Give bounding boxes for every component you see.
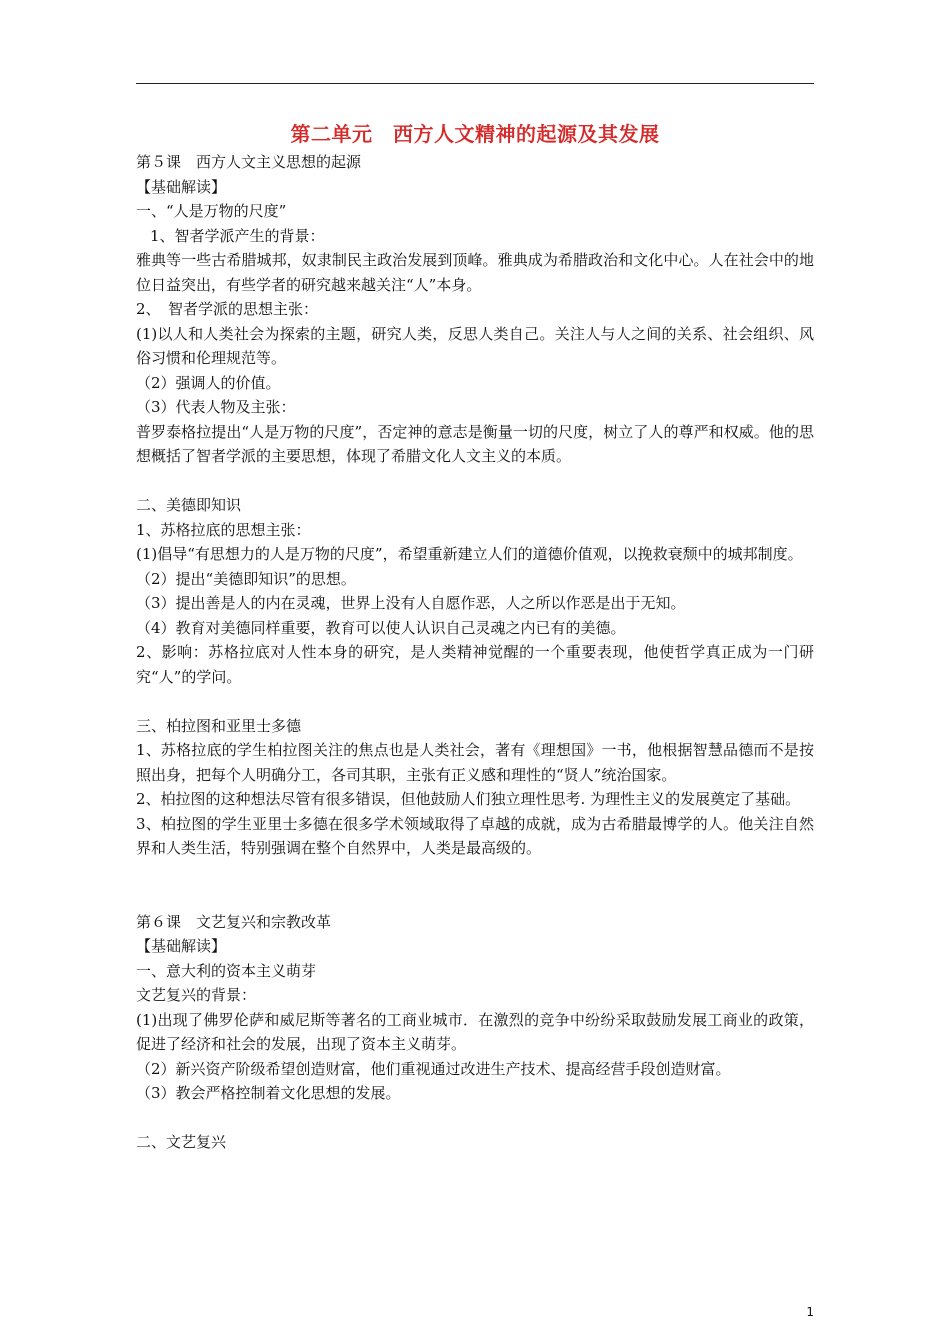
- section1-item1-text: 雅典等一些古希腊城邦，奴隶制民主政治发展到顶峰。雅典成为希腊政治和文化中心。人在社会中的地位日益突出，有些学者的研究越来越关注“人”本身。: [136, 251, 814, 294]
- section1-point2: （2）强调人的价值。: [136, 373, 281, 392]
- section1-item1-title: 1、智者学派产生的背景：: [150, 226, 325, 245]
- lesson6-section1-title: 一、意大利的资本主义萌芽: [136, 961, 317, 980]
- section1-point1: (1)以人和人类社会为探索的主题，研究人类，反思人类自己。关注人与人之间的关系、社会组织、风俗习惯和伦理规范等。: [136, 324, 814, 367]
- unit-title: 第二单元 西方人文精神的起源及其发展: [290, 122, 660, 146]
- section1-point4: 普罗泰格拉提出“人是万物的尺度”，否定神的意志是衡量一切的尺度，树立了人的尊严和权威。他的思想概括了智者学派的主要思想，体现了希腊文化人文主义的本质。: [136, 422, 814, 465]
- section2-point3: （3）提出善是人的内在灵魂，世界上没有人自愿作恶，人之所以作恶是出于无知。: [136, 594, 686, 612]
- section2-point2: （2）提出“美德即知识”的思想。: [136, 569, 356, 588]
- section2-point1: (1)倡导“有思想力的人是万物的尺度”，希望重新建立人们的道德价值观，以挽救衰颓中的城邦制度。: [136, 545, 803, 563]
- section3-point2: 2、柏拉图的这种想法尽管有很多错误，但他鼓励人们独立理性思考. 为理性主义的发展奠定了基础。: [136, 790, 801, 808]
- lesson5-reading-tag: 【基础解读】: [136, 177, 227, 196]
- lesson6-point2: （2）新兴资产阶级希望创造财富，他们重视通过改进生产技术、提高经营手段创造财富。: [136, 1059, 731, 1078]
- spacer: [136, 689, 814, 714]
- spacer: [136, 1106, 814, 1131]
- lesson5-heading: 第５课 西方人文主义思想的起源: [136, 153, 362, 171]
- section2-point4: （4）教育对美德同样重要，教育可以使人认识自己灵魂之内已有的美德。: [136, 618, 626, 637]
- document-body: [136, 114, 814, 1155]
- section1-title: 一、“人是万物的尺度”: [136, 202, 287, 220]
- lesson6-reading-tag: 【基础解读】: [136, 937, 227, 955]
- section3-title: 三、柏拉图和亚里士多德: [136, 716, 302, 735]
- section3-point3: 3、柏拉图的学生亚里士多德在很多学术领域取得了卓越的成就，成为古希腊最博学的人。他关注自然界和人类生活，特别强调在整个自然界中，人类是最高级的。: [136, 814, 814, 857]
- section3-point1: 1、苏格拉底的学生柏拉图关注的焦点也是人类社会，著有《理想国》一书，他根据智慧品德而不是按照出身，把每个人明确分工，各司其职，主张有正义感和理性的“贤人”统治国家。: [136, 741, 814, 784]
- lesson6-background-title: 文艺复兴的背景：: [136, 986, 257, 1004]
- page-number: 1: [806, 1305, 814, 1319]
- section2-point5: 2、影响：苏格拉底对人性本身的研究，是人类精神觉醒的一个重要表现，他使哲学真正成为一门研究“人”的学问。: [136, 643, 814, 686]
- section2-item1-title: 1、苏格拉底的思想主张：: [136, 520, 311, 539]
- header-rule: [136, 83, 814, 84]
- lesson6-point1: (1)出现了佛罗伦萨和威尼斯等著名的工商业城市．在激烈的竞争中纷纷采取鼓励发展工商业的政策，促进了经济和社会的发展，出现了资本主义萌芽。: [136, 1010, 814, 1053]
- spacer: [136, 861, 814, 910]
- lesson6-section2-title: 二、文艺复兴: [136, 1133, 227, 1151]
- section2-title: 二、美德即知识: [136, 496, 242, 514]
- section1-point3: （3）代表人物及主张：: [136, 398, 296, 416]
- section1-item2-title: 2、 智者学派的思想主张：: [136, 300, 319, 318]
- lesson6-heading: 第６课 文艺复兴和宗教改革: [136, 912, 332, 931]
- spacer: [136, 469, 814, 494]
- lesson6-point3: （3）教会严格控制着文化思想的发展。: [136, 1084, 401, 1102]
